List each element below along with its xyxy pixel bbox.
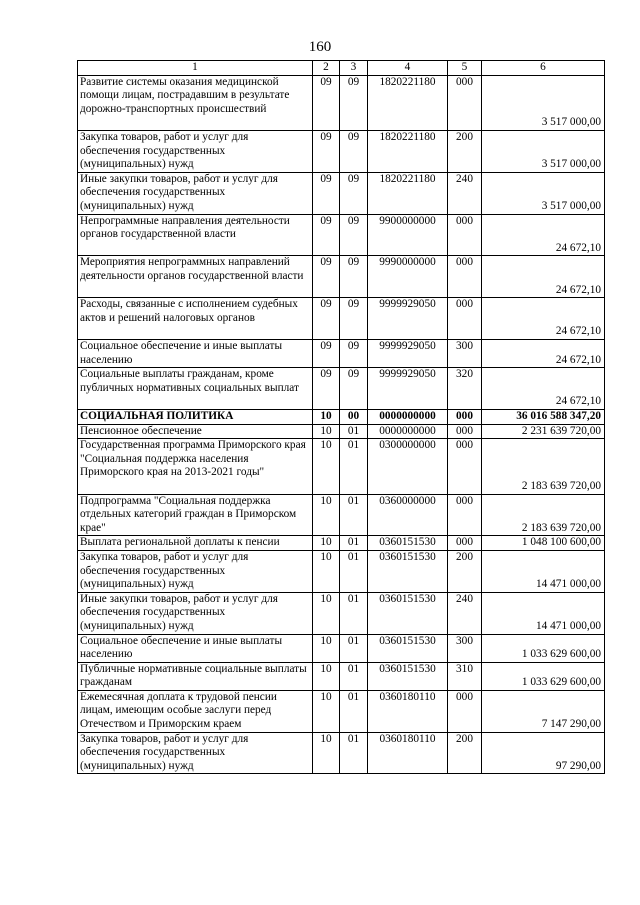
- target-article-cell: 0360180110: [368, 690, 448, 732]
- amount-cell: 1 033 629 600,00: [482, 662, 605, 690]
- row-name-cell: Пенсионное обеспечение: [78, 424, 313, 439]
- row-name-cell: Расходы, связанные с исполнением судебных актов и решений налоговых органов: [78, 298, 313, 340]
- expense-type-cell: 240: [448, 172, 482, 214]
- column-header: 6: [482, 61, 605, 76]
- target-article-cell: 0360000000: [368, 494, 448, 536]
- subsection-code-cell: 09: [340, 298, 368, 340]
- row-name-cell: Непрограммные направления деятельности органов государственной власти: [78, 214, 313, 256]
- subsection-code-cell: 01: [340, 536, 368, 551]
- target-article-cell: 0000000000: [368, 424, 448, 439]
- expense-type-cell: 300: [448, 339, 482, 367]
- row-name-cell: Мероприятия непрограммных направлений деятельности органов государственной власти: [78, 256, 313, 298]
- column-header: 3: [340, 61, 368, 76]
- target-article-cell: 9999929050: [368, 339, 448, 367]
- subsection-code-cell: 01: [340, 634, 368, 662]
- row-name-cell: Закупка товаров, работ и услуг для обеспечения государственных (муниципальных) нужд: [78, 550, 313, 592]
- subsection-code-cell: 01: [340, 550, 368, 592]
- target-article-cell: 1820221180: [368, 172, 448, 214]
- table-row: [78, 298, 605, 340]
- table-row: [78, 339, 605, 367]
- section-code-cell: 09: [313, 130, 340, 172]
- expense-type-cell: 300: [448, 634, 482, 662]
- expense-type-cell: 000: [448, 409, 482, 424]
- table-row: [78, 424, 605, 439]
- expense-type-cell: 310: [448, 662, 482, 690]
- row-name-cell: Развитие системы оказания медицинской помощи лицам, пострадавшим в результате дорожно-транспортных происшествий: [78, 75, 313, 130]
- amount-cell: 24 672,10: [482, 298, 605, 340]
- subsection-code-cell: 09: [340, 368, 368, 410]
- expense-type-cell: 000: [448, 424, 482, 439]
- subsection-code-cell: 01: [340, 592, 368, 634]
- expense-type-cell: 000: [448, 494, 482, 536]
- row-name-cell: Иные закупки товаров, работ и услуг для обеспечения государственных (муниципальных) нужд: [78, 592, 313, 634]
- section-code-cell: 10: [313, 634, 340, 662]
- row-name-cell: Иные закупки товаров, работ и услуг для обеспечения государственных (муниципальных) нужд: [78, 172, 313, 214]
- amount-cell: 2 183 639 720,00: [482, 439, 605, 494]
- subsection-code-cell: 09: [340, 75, 368, 130]
- amount-cell: 1 048 100 600,00: [482, 536, 605, 551]
- expense-type-cell: 000: [448, 256, 482, 298]
- target-article-cell: 0300000000: [368, 439, 448, 494]
- target-article-cell: 0360151530: [368, 592, 448, 634]
- table-row: [78, 172, 605, 214]
- subsection-code-cell: 09: [340, 256, 368, 298]
- subsection-code-cell: 01: [340, 424, 368, 439]
- amount-cell: 7 147 290,00: [482, 690, 605, 732]
- subsection-code-cell: 01: [340, 494, 368, 536]
- subsection-code-cell: 09: [340, 339, 368, 367]
- row-name-cell: Государственная программа Приморского края "Социальная поддержка населения Приморского края на 2013-2021 годы": [78, 439, 313, 494]
- row-name-cell: СОЦИАЛЬНАЯ ПОЛИТИКА: [78, 409, 313, 424]
- amount-cell: 2 183 639 720,00: [482, 494, 605, 536]
- expense-type-cell: 240: [448, 592, 482, 634]
- row-name-cell: Подпрограмма "Социальная поддержка отдельных категорий граждан в Приморском крае": [78, 494, 313, 536]
- table-row: [78, 662, 605, 690]
- target-article-cell: 9990000000: [368, 256, 448, 298]
- table-body: [78, 75, 605, 774]
- section-code-cell: 09: [313, 75, 340, 130]
- target-article-cell: 0360151530: [368, 536, 448, 551]
- row-name-cell: Публичные нормативные социальные выплаты гражданам: [78, 662, 313, 690]
- row-name-cell: Социальное обеспечение и иные выплаты населению: [78, 634, 313, 662]
- section-code-cell: 10: [313, 409, 340, 424]
- amount-cell: 24 672,10: [482, 368, 605, 410]
- table-row: [78, 634, 605, 662]
- amount-cell: 3 517 000,00: [482, 172, 605, 214]
- column-header: 5: [448, 61, 482, 76]
- expense-type-cell: 000: [448, 536, 482, 551]
- table-row: [78, 592, 605, 634]
- row-name-cell: Закупка товаров, работ и услуг для обеспечения государственных (муниципальных) нужд: [78, 130, 313, 172]
- subsection-code-cell: 01: [340, 732, 368, 774]
- section-code-cell: 09: [313, 339, 340, 367]
- column-header: 2: [313, 61, 340, 76]
- table-row: [78, 494, 605, 536]
- amount-cell: 24 672,10: [482, 214, 605, 256]
- section-code-cell: 09: [313, 214, 340, 256]
- expense-type-cell: 000: [448, 690, 482, 732]
- expense-type-cell: 200: [448, 550, 482, 592]
- page-number: 160: [308, 39, 332, 55]
- amount-cell: 1 033 629 600,00: [482, 634, 605, 662]
- table-row: [78, 439, 605, 494]
- section-code-cell: 09: [313, 256, 340, 298]
- table-row: [78, 409, 605, 424]
- section-code-cell: 10: [313, 690, 340, 732]
- expense-type-cell: 000: [448, 214, 482, 256]
- table-row: [78, 368, 605, 410]
- header-row: [78, 61, 605, 76]
- table-row: [78, 256, 605, 298]
- budget-table: [77, 60, 605, 774]
- amount-cell: 2 231 639 720,00: [482, 424, 605, 439]
- target-article-cell: 9900000000: [368, 214, 448, 256]
- expense-type-cell: 320: [448, 368, 482, 410]
- target-article-cell: 0360151530: [368, 662, 448, 690]
- section-code-cell: 09: [313, 298, 340, 340]
- section-code-cell: 10: [313, 424, 340, 439]
- expense-type-cell: 000: [448, 298, 482, 340]
- target-article-cell: 1820221180: [368, 130, 448, 172]
- subsection-code-cell: 01: [340, 690, 368, 732]
- subsection-code-cell: 00: [340, 409, 368, 424]
- target-article-cell: 9999929050: [368, 298, 448, 340]
- amount-cell: 14 471 000,00: [482, 550, 605, 592]
- row-name-cell: Социальные выплаты гражданам, кроме публичных нормативных социальных выплат: [78, 368, 313, 410]
- row-name-cell: Ежемесячная доплата к трудовой пенсии лицам, имеющим особые заслуги перед Отечеством и Приморским краем: [78, 690, 313, 732]
- column-header: 1: [78, 61, 313, 76]
- section-code-cell: 10: [313, 592, 340, 634]
- target-article-cell: 1820221180: [368, 75, 448, 130]
- row-name-cell: Закупка товаров, работ и услуг для обеспечения государственных (муниципальных) нужд: [78, 732, 313, 774]
- amount-cell: 36 016 588 347,20: [482, 409, 605, 424]
- target-article-cell: 9999929050: [368, 368, 448, 410]
- subsection-code-cell: 09: [340, 214, 368, 256]
- expense-type-cell: 200: [448, 130, 482, 172]
- section-code-cell: 10: [313, 732, 340, 774]
- section-code-cell: 10: [313, 439, 340, 494]
- section-code-cell: 10: [313, 536, 340, 551]
- amount-cell: 3 517 000,00: [482, 75, 605, 130]
- target-article-cell: 0360151530: [368, 634, 448, 662]
- target-article-cell: 0000000000: [368, 409, 448, 424]
- table-row: [78, 550, 605, 592]
- amount-cell: 14 471 000,00: [482, 592, 605, 634]
- section-code-cell: 10: [313, 494, 340, 536]
- row-name-cell: Социальное обеспечение и иные выплаты населению: [78, 339, 313, 367]
- subsection-code-cell: 09: [340, 172, 368, 214]
- table-row: [78, 732, 605, 774]
- amount-cell: 24 672,10: [482, 339, 605, 367]
- subsection-code-cell: 09: [340, 130, 368, 172]
- section-code-cell: 09: [313, 368, 340, 410]
- table-row: [78, 130, 605, 172]
- expense-type-cell: 000: [448, 439, 482, 494]
- table-row: [78, 214, 605, 256]
- section-code-cell: 10: [313, 550, 340, 592]
- subsection-code-cell: 01: [340, 662, 368, 690]
- expense-type-cell: 000: [448, 75, 482, 130]
- section-code-cell: 09: [313, 172, 340, 214]
- amount-cell: 97 290,00: [482, 732, 605, 774]
- column-header: 4: [368, 61, 448, 76]
- target-article-cell: 0360180110: [368, 732, 448, 774]
- subsection-code-cell: 01: [340, 439, 368, 494]
- row-name-cell: Выплата региональной доплаты к пенсии: [78, 536, 313, 551]
- expense-type-cell: 200: [448, 732, 482, 774]
- section-code-cell: 10: [313, 662, 340, 690]
- amount-cell: 3 517 000,00: [482, 130, 605, 172]
- table-row: [78, 536, 605, 551]
- amount-cell: 24 672,10: [482, 256, 605, 298]
- table-row: [78, 75, 605, 130]
- target-article-cell: 0360151530: [368, 550, 448, 592]
- table-row: [78, 690, 605, 732]
